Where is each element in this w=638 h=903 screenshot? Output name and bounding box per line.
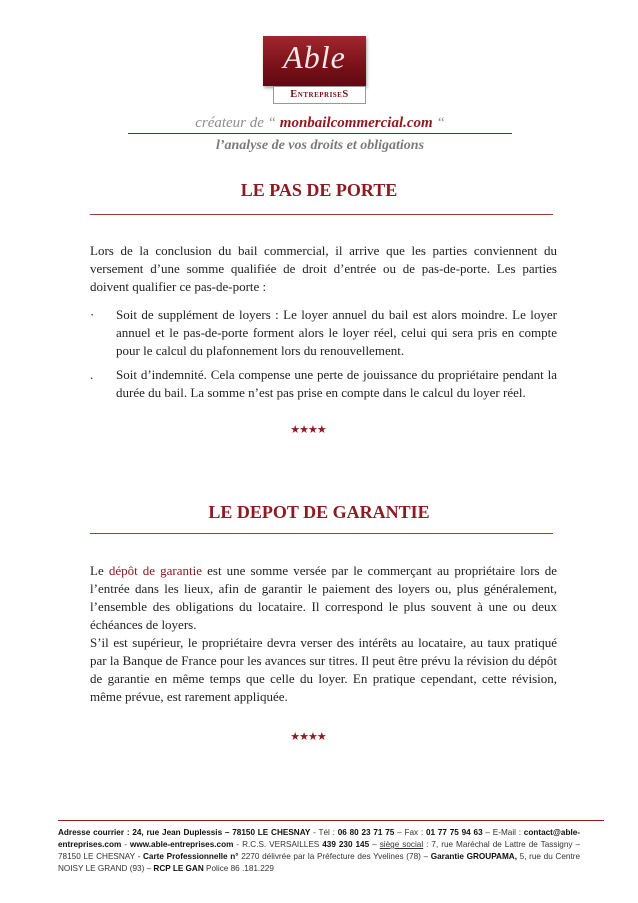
stars-divider: ★★★★	[290, 731, 326, 743]
subtitle: l’analyse de vos droits et obligations	[215, 138, 425, 153]
section-separator	[90, 214, 553, 215]
tagline-underline	[128, 133, 512, 134]
company-logo	[263, 36, 366, 104]
footer-address: 24, rue Jean Duplessis – 78150 LE CHESNAY	[132, 828, 311, 837]
footer-tel-label: - Tél :	[310, 828, 338, 837]
bullet-mark: .	[90, 367, 94, 382]
footer-rcp-label: RCP LE GAN	[153, 864, 204, 873]
footer-garantie: 5, rue du Centre NOISY LE GRAND (93) –	[58, 852, 581, 873]
footer-rcs: 439 230 145	[322, 840, 370, 849]
deposit-paragraph-1	[90, 562, 557, 634]
footer-email-label: – E-Mail :	[482, 828, 524, 837]
footer-siege-label: siège social	[379, 840, 424, 849]
footer-address-label: Adresse courrier :	[58, 828, 133, 837]
intro-paragraph: Lors de la conclusion du bail commercial, il arrive que les parties conviennent du versement d’une somme qualifiée de droit d’entrée ou de pas-de-porte. Les parties doivent qualifier ce pas-de-porte :	[90, 243, 557, 294]
tagline	[128, 115, 512, 132]
bullet-mark: ·	[90, 307, 95, 322]
footer-fax: 01 77 75 94 63	[425, 828, 483, 837]
footer-email[interactable]: contact@able-entreprises.com	[58, 828, 581, 849]
section-title-depot-garantie: LE DEPOT DE GARANTIE	[208, 502, 430, 522]
p1-prefix: Le	[90, 563, 109, 578]
bullet-item: Soit d’indemnité. Cela compense une perte de jouissance du propriétaire pendant la durée du bail. La somme n’est pas prise en compte dans le calcul du loyer réel.	[116, 367, 557, 400]
footer-fax-label: – Fax :	[394, 828, 426, 837]
p1-rest: est une somme versée par le commerçant au propriétaire lors de l’entrée dans les lieux, afin de garantir le paiement des loyers ou, plus généralement, l’ensemble des obligations du locataire. Il correspond le plus souvent à une ou deux échéances de loyers.	[90, 563, 557, 632]
depot-garantie-link[interactable]: dépôt de garantie	[108, 563, 203, 578]
footer-separator	[58, 820, 604, 821]
footer-rcp: Police 86 .181.229	[203, 864, 274, 873]
tagline-prefix: créateur de “	[195, 115, 280, 131]
bullet-item: Soit de supplément de loyers : Le loyer annuel du bail est alors moindre. Le loyer annuel et le pas-de-porte forment alors le loyer réel, celui qui sera pris en compte pour le calcul du plafonnement lors du renouvellement.	[116, 307, 557, 358]
footer-rcs-label: - R.C.S. VERSAILLES	[233, 840, 323, 849]
footer-tel: 06 80 23 71 75	[337, 828, 395, 837]
footer	[58, 827, 580, 875]
stars-divider: ★★★★	[290, 424, 326, 436]
tagline-suffix: “	[432, 115, 445, 131]
logo-word: Able	[283, 39, 346, 75]
footer-carte-label: Carte Professionnelle n°	[143, 852, 242, 861]
logo-subtitle: EntrepriseS	[273, 86, 366, 104]
tagline-site: monbailcommercial.com	[279, 115, 433, 131]
footer-carte: 2270 délivrée par la Préfecture des Yvelines (78) –	[241, 852, 431, 861]
footer-siege-sep: –	[369, 840, 380, 849]
footer-siege: : 7, rue Maréchal de Lattre de Tassigny – 78150 LE CHESNAY -	[58, 840, 581, 861]
footer-website[interactable]: www.able-entreprises.com	[129, 840, 234, 849]
footer-garantie-label: Garantie GROUPAMA,	[430, 852, 517, 861]
section-title-pas-de-porte: LE PAS DE PORTE	[240, 180, 398, 200]
section-separator	[90, 533, 553, 534]
logo-emblem	[263, 36, 366, 86]
deposit-paragraph-2: S’il est supérieur, le propriétaire devra verser des intérêts au locataire, au taux pratiqué par la Banque de France pour les avances sur titres. Il peut être prévu la révision du dépôt de garantie en même temps que celle du loyer. En pratique cependant, cette révision, même prévue, est rarement appliquée.	[90, 635, 557, 704]
footer-web-sep: -	[121, 840, 130, 849]
